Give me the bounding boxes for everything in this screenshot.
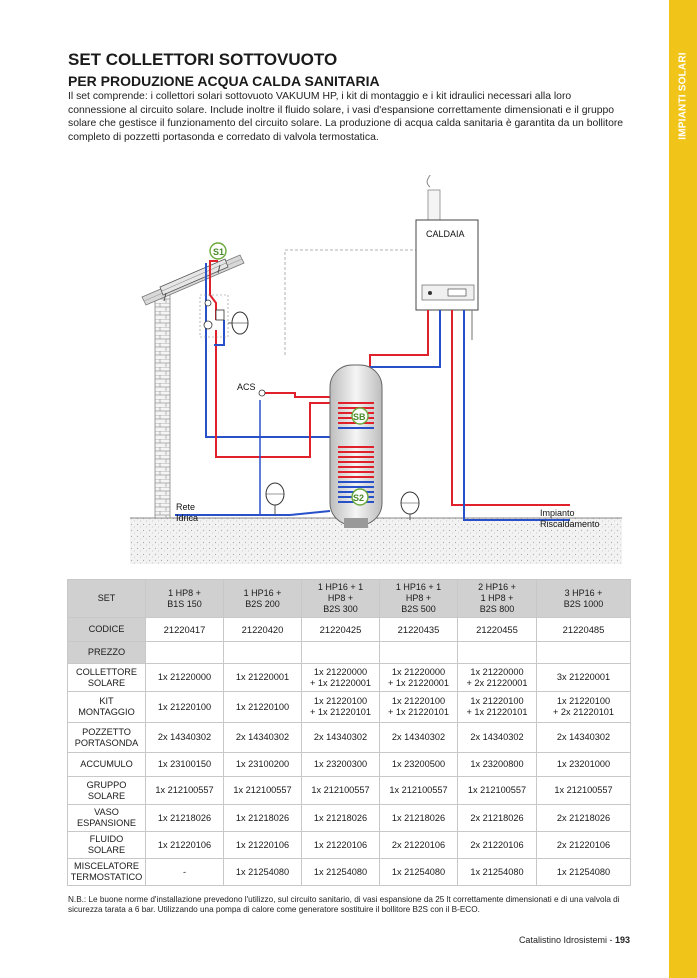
table-cell: 1x 212100557 xyxy=(537,777,631,805)
codice-cell: 21220420 xyxy=(224,618,302,642)
caldaia-label: CALDAIA xyxy=(426,229,465,239)
table-cell: 1x 21220000 + 1x 21220001 xyxy=(302,664,380,692)
table-row xyxy=(68,805,631,832)
table-cell: 1x 21220100 + 1x 21220101 xyxy=(380,692,458,723)
catalog-name: Catalistino Idrosistemi - xyxy=(518,935,615,945)
table-row xyxy=(68,664,631,692)
table-cell: 1x 21218026 xyxy=(224,805,302,832)
row-label: GRUPPO SOLARE xyxy=(68,777,146,805)
table-row xyxy=(68,832,631,859)
table-cell: 1x 21220100 + 2x 21220101 xyxy=(537,692,631,723)
table-cell: 1x 21220000 xyxy=(146,664,224,692)
page-subtitle: PER PRODUZIONE ACQUA CALDA SANITARIA xyxy=(68,73,380,89)
table-cell: - xyxy=(146,859,224,886)
table-cell: 1x 23200300 xyxy=(302,753,380,777)
table-header-row xyxy=(68,580,631,618)
s2-label: S2 xyxy=(353,493,365,503)
table-cell: 1x 21220100 + 1x 21220101 xyxy=(302,692,380,723)
column-header: 1 HP16 + 1 HP8 + B2S 500 xyxy=(380,580,458,618)
table-cell: 1x 21220100 + 1x 21220101 xyxy=(458,692,537,723)
column-header: 2 HP16 + 1 HP8 + B2S 800 xyxy=(458,580,537,618)
table-cell: 1x 21254080 xyxy=(537,859,631,886)
table-cell: 3x 21220001 xyxy=(537,664,631,692)
table-cell: 1x 21220106 xyxy=(302,832,380,859)
table-cell: 1x 212100557 xyxy=(224,777,302,805)
table-cell: 1x 21220000 + 2x 21220001 xyxy=(458,664,537,692)
row-label: FLUIDO SOLARE xyxy=(68,832,146,859)
footnote: N.B.: Le buone norme d'installazione prevedono l'utilizzo, sul circuito sanitario, di vasi espansione da 25 lt correttamente dimensionati e di una valvola di sicurezza tarata a 6 bar. Utilizzando una pompa di calore come generatore sostituire il bollitore B2S con il B-ECO. xyxy=(68,895,620,914)
codice-cell: 21220455 xyxy=(458,618,537,642)
prezzo-cell xyxy=(146,642,224,664)
table-row xyxy=(68,692,631,723)
row-label: ACCUMULO xyxy=(68,753,146,777)
mains-cold-pipe xyxy=(175,511,330,515)
heating-return-pipe xyxy=(464,310,570,520)
s1-label: S1 xyxy=(213,247,225,257)
table-cell: 1x 21220001 xyxy=(224,664,302,692)
table-cell: 1x 21254080 xyxy=(302,859,380,886)
prezzo-row xyxy=(68,642,631,664)
sb-label: SB xyxy=(353,412,366,422)
table-cell: 2x 21218026 xyxy=(537,805,631,832)
table-row xyxy=(68,723,631,753)
table-cell: 1x 23100200 xyxy=(224,753,302,777)
prezzo-label: PREZZO xyxy=(68,642,146,664)
solar-expansion-vessel xyxy=(228,312,248,334)
boiler-pipe-cold-dhw xyxy=(370,310,440,367)
table-cell: 1x 23201000 xyxy=(537,753,631,777)
set-header: SET xyxy=(68,580,146,618)
column-header: 1 HP8 + B1S 150 xyxy=(146,580,224,618)
codice-cell: 21220435 xyxy=(380,618,458,642)
table-cell: 1x 21254080 xyxy=(224,859,302,886)
heating-expansion-vessel xyxy=(401,492,419,520)
page-footer xyxy=(519,935,630,945)
table-cell: 1x 21218026 xyxy=(146,805,224,832)
table-cell: 1x 21254080 xyxy=(458,859,537,886)
boiler xyxy=(416,175,478,310)
table-cell: 1x 212100557 xyxy=(302,777,380,805)
table-cell: 2x 14340302 xyxy=(380,723,458,753)
table-cell: 2x 21220106 xyxy=(380,832,458,859)
table-cell: 1x 21220100 xyxy=(146,692,224,723)
table-row xyxy=(68,859,631,886)
table-row xyxy=(68,777,631,805)
solar-pipe-cold xyxy=(206,263,330,437)
row-label: MISCELATORE TERMOSTATICO xyxy=(68,859,146,886)
table-cell: 1x 21220106 xyxy=(224,832,302,859)
table-cell: 2x 14340302 xyxy=(458,723,537,753)
column-header: 3 HP16 + B2S 1000 xyxy=(537,580,631,618)
side-tab-label: IMPIANTI SOLARI xyxy=(677,52,689,140)
heating-flow-pipe xyxy=(452,310,570,505)
prezzo-cell xyxy=(302,642,380,664)
table-cell: 2x 14340302 xyxy=(224,723,302,753)
acs-pipe xyxy=(260,393,330,397)
table-cell: 2x 14340302 xyxy=(146,723,224,753)
table-cell: 1x 23100150 xyxy=(146,753,224,777)
table-cell: 1x 21218026 xyxy=(380,805,458,832)
idrica-label: Idrica xyxy=(176,513,199,523)
table-cell: 1x 21220000 + 1x 21220001 xyxy=(380,664,458,692)
column-header: 1 HP16 + 1 HP8 + B2S 300 xyxy=(302,580,380,618)
impianto-label: Impianto xyxy=(540,508,575,518)
codice-label: CODICE xyxy=(68,618,146,642)
table-cell: 1x 212100557 xyxy=(380,777,458,805)
table-cell: 2x 14340302 xyxy=(537,723,631,753)
codice-row xyxy=(68,618,631,642)
table-cell: 1x 21218026 xyxy=(302,805,380,832)
page-number: 193 xyxy=(614,935,630,945)
intro-paragraph: Il set comprende: i collettori solari sottovuoto VAKUUM HP, i kit di montaggio e i kit idraulici necessari alla loro connessione al circuito solare. Include inoltre il fluido solare, i vasi d'espansione correttamente dimensionati e il gruppo solare che gestisce il funzionamento del circuito solare. La produzione di acqua calda sanitaria è garantita da un bollitore completo di pozzetti portasonda e corredato di valvola termostatica. xyxy=(68,91,624,143)
prezzo-cell xyxy=(458,642,537,664)
table-cell: 1x 21220106 xyxy=(146,832,224,859)
dhw-expansion-vessel xyxy=(266,483,284,515)
table-cell: 2x 21220106 xyxy=(537,832,631,859)
table-cell: 2x 21218026 xyxy=(458,805,537,832)
product-table xyxy=(67,579,631,886)
column-header: 1 HP16 + B2S 200 xyxy=(224,580,302,618)
side-tab-band xyxy=(669,0,697,978)
codice-cell: 21220417 xyxy=(146,618,224,642)
table-cell: 1x 212100557 xyxy=(458,777,537,805)
rete-label: Rete xyxy=(176,502,196,512)
page-title: SET COLLETTORI SOTTOVUOTO xyxy=(68,50,338,69)
prezzo-cell xyxy=(224,642,302,664)
table-cell: 1x 212100557 xyxy=(146,777,224,805)
table-row xyxy=(68,753,631,777)
codice-cell: 21220425 xyxy=(302,618,380,642)
row-label: KIT MONTAGGIO xyxy=(68,692,146,723)
brick-wall xyxy=(155,293,170,518)
table-cell: 2x 14340302 xyxy=(302,723,380,753)
control-line xyxy=(285,250,426,355)
boiler-pipe-hot-dhw xyxy=(370,310,428,371)
row-label: COLLETTORE SOLARE xyxy=(68,664,146,692)
table-cell: 1x 23200500 xyxy=(380,753,458,777)
codice-cell: 21220485 xyxy=(537,618,631,642)
table-cell: 2x 21220106 xyxy=(458,832,537,859)
table-cell: 1x 21254080 xyxy=(380,859,458,886)
prezzo-cell xyxy=(537,642,631,664)
row-label: POZZETTO PORTASONDA xyxy=(68,723,146,753)
acs-label: ACS xyxy=(237,382,256,392)
table-cell: 1x 23200800 xyxy=(458,753,537,777)
riscaldamento-label: Riscaldamento xyxy=(540,519,600,529)
solar-system-diagram xyxy=(130,175,630,570)
table-cell: 1x 21220100 xyxy=(224,692,302,723)
prezzo-cell xyxy=(380,642,458,664)
row-label: VASO ESPANSIONE xyxy=(68,805,146,832)
